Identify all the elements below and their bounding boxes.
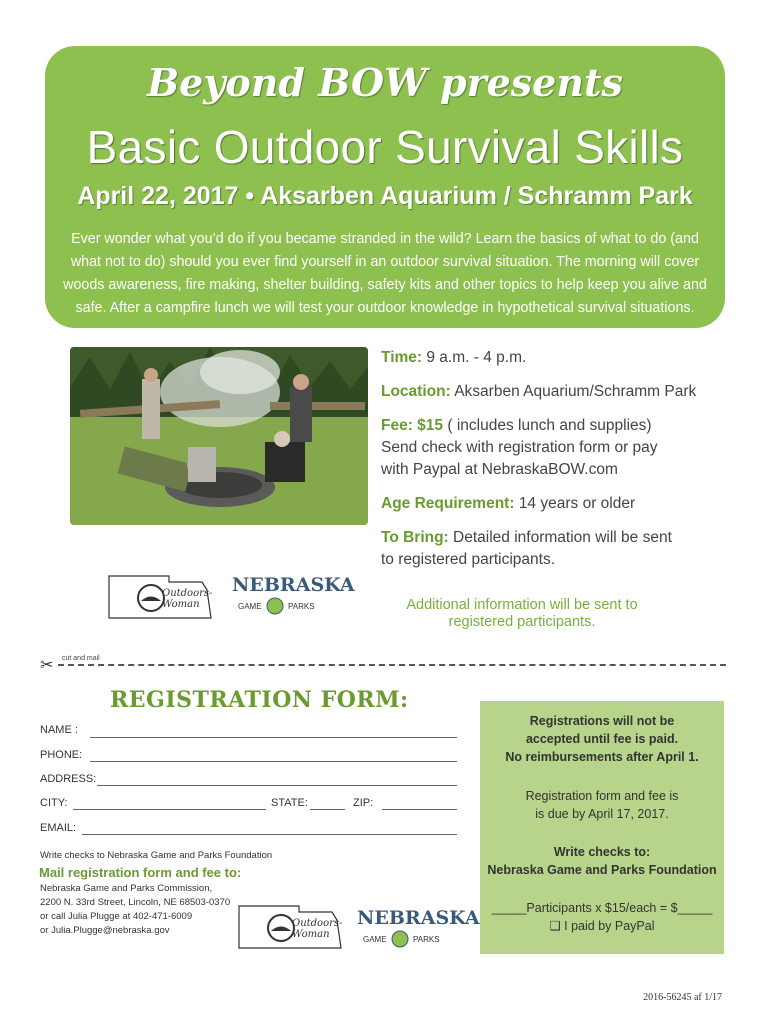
payment-info-box <box>480 701 724 954</box>
zip-field[interactable] <box>382 809 457 810</box>
checks-payee: Nebraska Game and Parks Foundation <box>487 863 717 877</box>
location-row <box>381 381 721 403</box>
email-label: EMAIL: <box>40 822 77 834</box>
bow-logo <box>107 568 217 628</box>
ngp-logo-bottom-parks: PARKS <box>413 935 440 944</box>
participants-line[interactable]: _____Participants x $15/each = $_____ <box>491 901 713 915</box>
event-details <box>381 347 721 583</box>
scissors-icon: ✂ <box>40 657 54 674</box>
bow-logo-bottom <box>237 898 347 958</box>
presenter-heading: Beyond BOW presents <box>147 60 623 105</box>
time-label: Time: <box>381 349 423 366</box>
fee-value: ( includes lunch and supplies) Send check with registration form or pay with Paypal at NebraskaBOW.com <box>381 417 658 478</box>
ngp-logo-bottom-game: GAME <box>363 935 387 944</box>
zip-label: ZIP: <box>353 797 374 809</box>
ngp-logo-game: GAME <box>238 602 262 611</box>
email-field[interactable] <box>82 834 457 835</box>
bow-logo-text: Outdoors-Woman <box>162 588 213 610</box>
ngp-logo <box>228 572 355 626</box>
ngp-emblem-icon <box>266 597 284 615</box>
form-code: 2016-56245 af 1/17 <box>643 992 722 1003</box>
due-line-2: is due by April 17, 2017. <box>535 807 669 821</box>
cut-line <box>58 664 726 666</box>
ngp-logo-bottom <box>353 905 480 959</box>
state-label: STATE: <box>271 797 308 809</box>
ngp-logo-parks: PARKS <box>288 602 315 611</box>
location-label: Location: <box>381 383 451 400</box>
time-row <box>381 347 721 369</box>
phone-label: PHONE: <box>40 749 83 761</box>
bring-row <box>381 527 681 571</box>
name-label: NAME : <box>40 724 78 736</box>
mail-line-4: or Julia.Plugge@nebraska.gov <box>40 925 170 936</box>
bring-value: Detailed information will be sent to registered participants. <box>381 529 672 568</box>
notice-line-2: accepted until fee is paid. <box>525 732 679 746</box>
city-field[interactable] <box>73 809 266 810</box>
checks-note: Write checks to Nebraska Game and Parks Foundation <box>40 850 273 861</box>
paypal-checkbox[interactable]: ❑ I paid by PayPal <box>549 919 655 933</box>
fee-label: Fee: $15 <box>381 417 444 434</box>
event-description: Ever wonder what you’d do if you became stranded in the wild? Learn the basics of what to do (and what not to do) should you ever find yourself in an outdoor survival situation. The morning will cover woods awareness, fire making, shelter building, safety kits and other topics to help keep you alive and safe. After a campfire lunch we will test your outdoor knowledge in hypothetical survival situations. <box>63 231 707 316</box>
ngp-emblem-icon-bottom <box>391 930 409 948</box>
mail-line-3: or call Julia Plugge at 402-471-6009 <box>40 911 193 922</box>
notice-line-3: No reimbursements after April 1. <box>505 750 699 764</box>
additional-info: Additional information will be sent to registered participants. <box>406 597 638 630</box>
event-title: Basic Outdoor Survival Skills <box>86 121 684 173</box>
name-field[interactable] <box>90 737 457 738</box>
state-field[interactable] <box>310 809 345 810</box>
mail-title: Mail registration form and fee to: <box>39 865 242 880</box>
title-banner <box>45 46 725 328</box>
address-field[interactable] <box>97 785 457 786</box>
address-label: ADDRESS: <box>40 773 97 785</box>
bow-logo-bottom-text: Outdoors-Woman <box>292 918 343 940</box>
ngp-logo-title: NEBRASKA <box>232 574 355 596</box>
age-row <box>381 493 721 515</box>
campfire-photo <box>70 347 368 525</box>
checks-title: Write checks to: <box>553 845 651 859</box>
age-label: Age Requirement: <box>381 495 515 512</box>
phone-field[interactable] <box>90 761 457 762</box>
city-label: CITY: <box>40 797 68 809</box>
cut-label: cut and mail <box>62 655 100 662</box>
time-value: 9 a.m. - 4 p.m. <box>426 349 527 366</box>
mail-line-1: Nebraska Game and Parks Commission, <box>40 883 213 894</box>
due-line-1: Registration form and fee is <box>525 789 679 803</box>
event-date-location: April 22, 2017 • Aksarben Aquarium / Schramm Park <box>77 182 693 210</box>
notice-line-1: Registrations will not be <box>529 714 675 728</box>
campfire-photo-illustration <box>70 347 368 525</box>
ngp-logo-bottom-title: NEBRASKA <box>357 907 480 929</box>
mail-line-2: 2200 N. 33rd Street, Lincoln, NE 68503-0370 <box>40 897 231 908</box>
fee-row <box>381 415 671 481</box>
registration-form-title: REGISTRATION FORM: <box>110 687 409 713</box>
location-value: Aksarben Aquarium/Schramm Park <box>454 383 697 400</box>
bring-label: To Bring: <box>381 529 449 546</box>
age-value: 14 years or older <box>518 495 636 512</box>
